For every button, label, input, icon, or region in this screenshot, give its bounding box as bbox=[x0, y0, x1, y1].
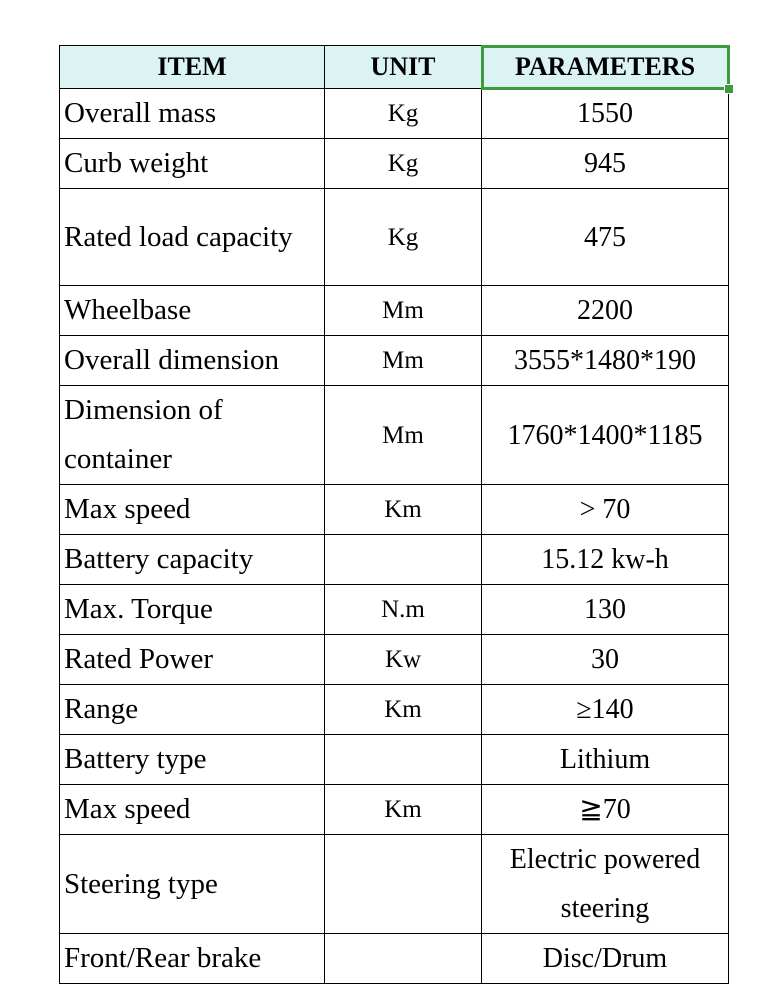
cell-param[interactable]: Disc/Drum bbox=[482, 934, 729, 984]
cell-param[interactable]: 2200 bbox=[482, 286, 729, 336]
cell-param[interactable]: 130 bbox=[482, 585, 729, 635]
cell-item[interactable]: Battery type bbox=[60, 735, 325, 785]
cell-item[interactable]: Max. Torque bbox=[60, 585, 325, 635]
cell-param[interactable]: 1550 bbox=[482, 89, 729, 139]
cell-unit[interactable]: Kg bbox=[325, 189, 482, 286]
cell-item[interactable]: Steering type bbox=[60, 835, 325, 934]
cell-unit[interactable]: N.m bbox=[325, 585, 482, 635]
table-row bbox=[60, 635, 729, 685]
cell-item[interactable]: Range bbox=[60, 685, 325, 735]
cell-param[interactable]: ≥140 bbox=[482, 685, 729, 735]
cell-unit[interactable]: Mm bbox=[325, 286, 482, 336]
cell-item[interactable]: Front/Rear brake bbox=[60, 934, 325, 984]
table-row bbox=[60, 386, 729, 485]
cell-item[interactable]: Dimension of container bbox=[60, 386, 325, 485]
cell-unit[interactable] bbox=[325, 934, 482, 984]
cell-param[interactable]: > 70 bbox=[482, 485, 729, 535]
cell-param[interactable]: 15.12 kw-h bbox=[482, 535, 729, 585]
table-row bbox=[60, 585, 729, 635]
cell-unit[interactable]: Km bbox=[325, 485, 482, 535]
table-row bbox=[60, 934, 729, 984]
table-row bbox=[60, 485, 729, 535]
cell-param[interactable]: Lithium bbox=[482, 735, 729, 785]
cell-unit[interactable]: Km bbox=[325, 785, 482, 835]
table-row bbox=[60, 535, 729, 585]
cell-param[interactable]: Electric powered steering bbox=[482, 835, 729, 934]
cell-unit[interactable]: Mm bbox=[325, 386, 482, 485]
spec-table bbox=[59, 45, 729, 984]
selection-fill-handle[interactable] bbox=[724, 84, 734, 94]
cell-unit[interactable]: Kg bbox=[325, 139, 482, 189]
cell-item[interactable]: Curb weight bbox=[60, 139, 325, 189]
table-row bbox=[60, 286, 729, 336]
cell-item[interactable]: Overall dimension bbox=[60, 336, 325, 386]
header-parameters-label: PARAMETERS bbox=[514, 52, 696, 81]
cell-unit[interactable]: Km bbox=[325, 685, 482, 735]
table-row bbox=[60, 189, 729, 286]
table-row bbox=[60, 785, 729, 835]
cell-item[interactable]: Wheelbase bbox=[60, 286, 325, 336]
cell-unit[interactable] bbox=[325, 535, 482, 585]
header-unit[interactable]: UNIT bbox=[325, 46, 482, 89]
cell-param[interactable]: 3555*1480*190 bbox=[482, 336, 729, 386]
header-row bbox=[60, 46, 729, 89]
cell-param[interactable]: ≧70 bbox=[482, 785, 729, 835]
cell-item[interactable]: Rated load capacity bbox=[60, 189, 325, 286]
cell-unit[interactable]: Kg bbox=[325, 89, 482, 139]
cell-param[interactable]: 945 bbox=[482, 139, 729, 189]
cell-item[interactable]: Max speed bbox=[60, 485, 325, 535]
cell-item[interactable]: Max speed bbox=[60, 785, 325, 835]
header-parameters[interactable] bbox=[482, 46, 729, 89]
table-row bbox=[60, 835, 729, 934]
cell-param[interactable]: 30 bbox=[482, 635, 729, 685]
cell-unit[interactable]: Kw bbox=[325, 635, 482, 685]
cell-unit[interactable] bbox=[325, 735, 482, 785]
table-row bbox=[60, 735, 729, 785]
table-row bbox=[60, 336, 729, 386]
cell-unit[interactable]: Mm bbox=[325, 336, 482, 386]
cell-item[interactable]: Battery capacity bbox=[60, 535, 325, 585]
cell-param[interactable]: 475 bbox=[482, 189, 729, 286]
cell-unit[interactable] bbox=[325, 835, 482, 934]
table-row bbox=[60, 685, 729, 735]
cell-item[interactable]: Rated Power bbox=[60, 635, 325, 685]
table-row bbox=[60, 139, 729, 189]
header-item[interactable]: ITEM bbox=[60, 46, 325, 89]
cell-param[interactable]: 1760*1400*1185 bbox=[482, 386, 729, 485]
table-row bbox=[60, 89, 729, 139]
cell-item[interactable]: Overall mass bbox=[60, 89, 325, 139]
